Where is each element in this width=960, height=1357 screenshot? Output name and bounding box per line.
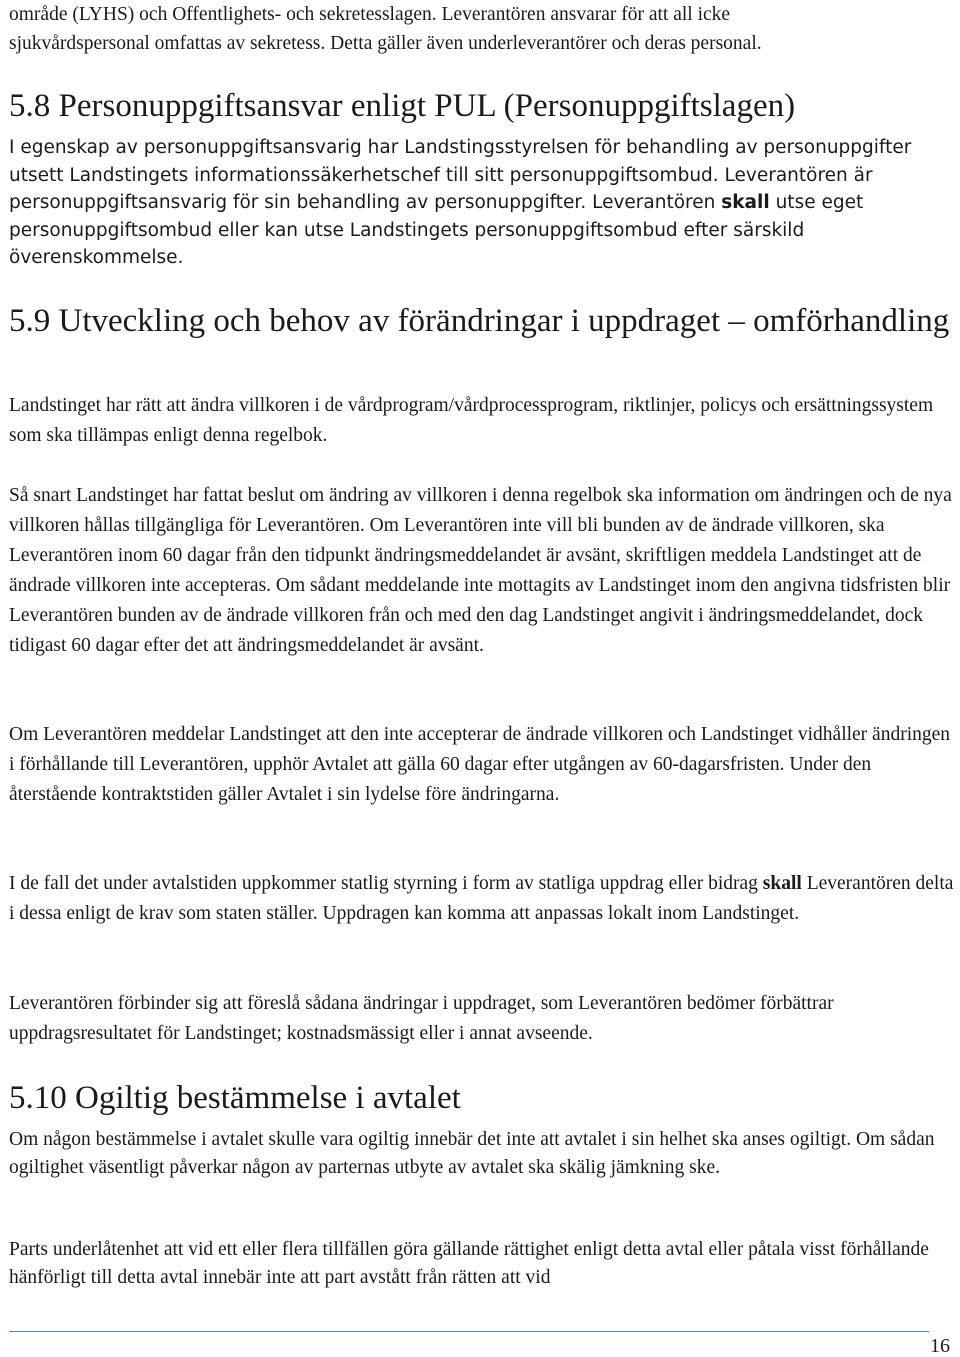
section-5-9-paragraph-1: Landstinget har rätt att ändra villkoren i de vårdprogram/vårdprocessprogram, riktlinjer, policys och ersättningssystem som ska tillämpas enligt denna regelbok. (9, 395, 934, 446)
intro-line-2: sjukvårdspersonal omfattas av sekretess. Detta gäller även underleverantörer och deras personal. (9, 33, 762, 54)
intro-paragraph (9, 0, 762, 58)
section-5-8-text-end: utse eget personuppgiftsombud eller kan utse Landstingets personuppgiftsombud efter särskild överenskommelse. (9, 192, 864, 268)
section-heading-5-8: 5.8 Personuppgiftsansvar enligt PUL (Personuppgiftslagen) (9, 88, 796, 124)
intro-line-1: område (LYHS) och Offentlighets- och sekretesslagen. Leverantören ansvarar för att all icke (9, 4, 731, 25)
section-5-10-paragraph-1: Om någon bestämmelse i avtalet skulle vara ogiltig innebär det inte att avtalet i sin helhet ska anses ogiltigt. Om sådan ogiltighet väsentligt påverkar någon av parternas utbyte av avtalet ska skälig jämkning ske. (9, 1129, 935, 1178)
section-5-9-paragraph-4 (9, 869, 954, 929)
section-5-8-bold-skall: skall (721, 192, 770, 213)
section-heading-5-10: 5.10 Ogiltig bestämmelse i avtalet (9, 1080, 461, 1116)
section-5-8-text-start: I egenskap av personuppgiftsansvarig har Landstingsstyrelsen för behandling av personuppgifter utsett Landstingets informationssäkerhetschef till sitt personuppgiftsombud. Leverantören är personuppgiftsansvarig för sin behandling av personuppgifter. Leverantören (9, 137, 912, 213)
section-5-9-p4-text-start: I de fall det under avtalstiden uppkommer statlig styrning i form av statliga uppdrag eller bidrag (9, 873, 763, 894)
section-heading-5-9: 5.9 Utveckling och behov av förändringar i uppdraget – omförhandling (9, 303, 950, 339)
section-5-9-paragraph-2: Så snart Landstinget har fattat beslut om ändring av villkoren i denna regelbok ska information om ändringen och de nya villkoren hållas tillgängliga för Leverantören. Om Leverantören inte vill bli bunden av de ändrade villkoren, ska Leverantören inom 60 dagar från den tidpunkt ändringsmeddelandet är avsänt, skriftligen meddela Landstinget att de ändrade villkoren inte accepteras. Om sådant meddelande inte mottagits av Landstinget inom den angivna tidsfristen blir Leverantören bunden av de ändrade villkoren från och med den dag Landstinget angivit i ändringsmeddelandet, dock tidigast 60 dagar efter det att ändringsmeddelandet är avsänt. (9, 485, 952, 656)
section-5-9-paragraph-5: Leverantören förbinder sig att föreslå sådana ändringar i uppdraget, som Leverantören bedömer förbättrar uppdragsresultatet för Landstinget; kostnadsmässigt eller i annat avseende. (9, 993, 834, 1044)
section-5-8-paragraph (9, 134, 954, 272)
section-5-9-p4-text-end: Leverantören delta i dessa enligt de krav som staten ställer. Uppdragen kan komma att anpassas lokalt inom Landstinget. (9, 873, 954, 924)
section-5-9-p4-bold-skall: skall (762, 873, 802, 894)
footer-divider (9, 1331, 929, 1332)
section-5-9-paragraph-3: Om Leverantören meddelar Landstinget att den inte accepterar de ändrade villkoren och Landstinget vidhåller ändringen i förhållande till Leverantören, upphör Avtalet att gälla 60 dagar efter utgången av 60-dagarsfristen. Under den återstående kontraktstiden gäller Avtalet i sin lydelse före ändringarna. (9, 724, 951, 805)
section-5-10-paragraph-2: Parts underlåtenhet att vid ett eller flera tillfällen göra gällande rättighet enligt detta avtal eller påtala visst förhållande hänförligt till detta avtal innebär inte att part avstått från rätten att vid (9, 1239, 929, 1288)
page-number: 16 (930, 1335, 950, 1357)
